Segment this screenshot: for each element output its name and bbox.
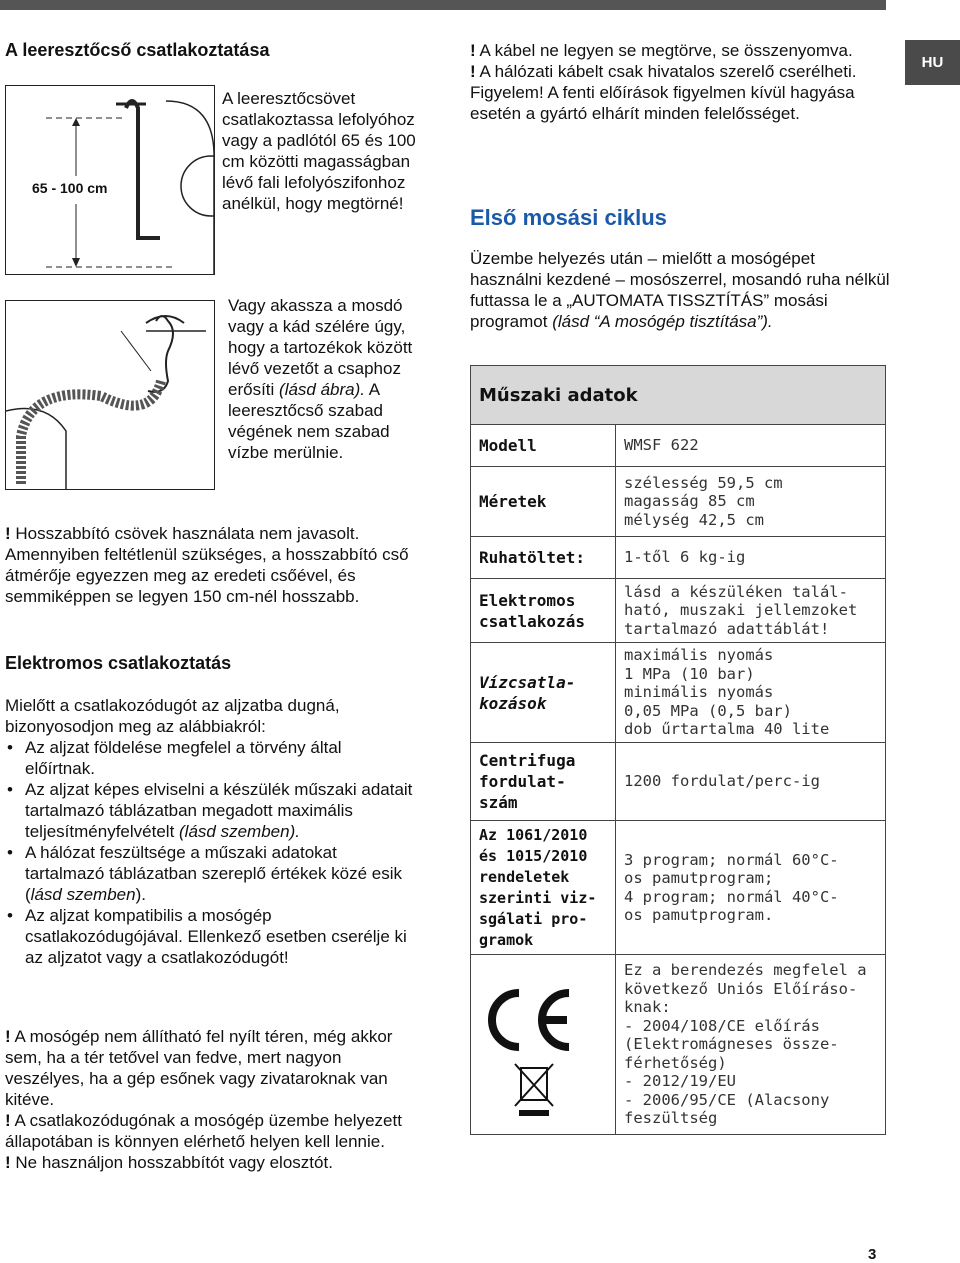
list-item: • Az aljzat földelése megfelel a törvény által előírtnak. [5, 737, 415, 779]
warning-mark: ! [5, 1111, 11, 1130]
warning-mark: ! [5, 1027, 11, 1046]
list-item [5, 842, 415, 905]
spec-value: maximális nyomás 1 MPa (10 bar) minimális nyomás 0,05 MPa (0,5 bar) dob űrtartalma 40 lite [616, 643, 886, 743]
drain-para-2-b: A leeresztőcső szabad végének nem szabad vízbe merülnie. [228, 380, 390, 462]
warning-text: A kábel ne legyen se megtörve, se összenyomva. [475, 41, 853, 60]
section-title-first-wash: Első mosási ciklus [470, 205, 667, 230]
list-ref: lásd szemben [30, 885, 136, 904]
drain-para-2 [228, 295, 428, 463]
drain-para-2-a: Vagy akassza a mosdó vagy a kád szélére úgy, hogy a tartozékok között lévő vezetőt a csaphoz erősíti [228, 296, 413, 399]
spec-label: Centrifuga fordulat- szám [471, 743, 616, 821]
spec-value: lásd a készüléken talál- ható, muszaki jellemzoket tartalmazó adattáblát! [616, 579, 886, 643]
spec-label: Elektromos csatlakozás [471, 579, 616, 643]
warning-mark: ! [5, 524, 11, 543]
spec-value: 1200 fordulat/perc-ig [616, 743, 886, 821]
cable-warnings [470, 40, 890, 124]
warning-mark: ! [470, 62, 476, 81]
safety-warnings [5, 1026, 415, 1173]
spec-value: Ez a berendezés megfelel a következő Uniós Előíráso- knak: - 2004/108/CE előírás (Elektromágneses össze- férhetőség) - 2012/19/EU - 2006/95/CE (Alacsony feszültség [616, 955, 886, 1135]
list-text: A hálózat feszültsége a műszaki adatokat tartalmazó táblázatban szereplő értékek közé esik ( [25, 843, 403, 904]
liability-note: Figyelem! A fenti előírások figyelmen kívül hagyása esetén a gyártó elhárít minden felelősséget. [470, 83, 855, 123]
language-tab: HU [905, 40, 960, 85]
table-row [471, 425, 886, 467]
electrical-list [5, 695, 415, 968]
figure-drain-sink [5, 300, 215, 490]
list-item: • Az aljzat kompatibilis a mosógép csatlakozódugójával. Ellenkező esetben cserélje ki az aljzatot vagy a csatlakozódugót! [5, 905, 415, 968]
electrical-intro: Mielőtt a csatlakozódugót az aljzatba dugná, bizonyosodjon meg az alábbiakról: [5, 696, 340, 736]
warning-mark: ! [5, 1153, 11, 1172]
table-row [471, 743, 886, 821]
first-wash-body: Üzembe helyezés után – mielőtt a mosógépet használni kezdené – mosószerrel, mosandó ruha nélkül futtassa le a „AUTOMATA TISSZTÍTÁS” mosási programot [470, 249, 890, 331]
table-row [471, 579, 886, 643]
spec-label: Méretek [471, 467, 616, 537]
table-row [471, 955, 886, 1135]
marks-cell [471, 955, 616, 1135]
warning-plug [5, 1110, 415, 1152]
warning-mark: ! [470, 41, 476, 60]
spec-label: Ruhatöltet: [471, 537, 616, 579]
list-text: ). [135, 885, 146, 904]
table-row [471, 467, 886, 537]
warning-text: A hálózati kábelt csak hivatalos szerelő cserélheti. [475, 62, 857, 81]
spec-label: Modell [471, 425, 616, 467]
extension-warning [5, 523, 415, 607]
spec-value: szélesség 59,5 cm magasság 85 cm mélység 42,5 cm [616, 467, 886, 537]
spec-value: 1-től 6 kg-ig [616, 537, 886, 579]
first-wash-ref: (lásd “A mosógép tisztítása”). [552, 312, 773, 331]
section-title-electrical: Elektromos csatlakoztatás [5, 653, 232, 673]
figure-drain-wall [5, 85, 215, 275]
warning-cable-1 [470, 40, 890, 61]
table-row [471, 821, 886, 955]
first-wash-text [470, 248, 890, 332]
top-rule [0, 0, 886, 10]
table-row [471, 537, 886, 579]
warning-outdoor [5, 1026, 415, 1110]
drain-para-1: A leeresztőcsövet csatlakoztassa lefolyóhoz vagy a padlótól 65 és 100 cm közötti magasságban lévő fali lefolyószifonhoz anélkül, hogy megtörné! [222, 89, 416, 213]
warning-text: A mosógép nem állítható fel nyílt téren, még akkor sem, ha a tér tetővel van fedve, mert nagyon veszélyes, ha a gép esőnek vagy zivataroknak van kitéve. [5, 1027, 393, 1109]
warning-cable-2 [470, 61, 890, 82]
table-row [471, 643, 886, 743]
extension-text: Hosszabbító csövek használata nem javasolt. Amennyiben feltétlenül szükséges, a hosszabbító cső átmérője egyezzen meg az eredeti csőével, és semmiképpen se legyen 150 cm-nél hosszabb. [5, 524, 409, 606]
ce-weee-icon [479, 978, 589, 1128]
drain-para-2-ref: (lásd ábra). [279, 380, 366, 399]
warning-text: A csatlakozódugónak a mosógép üzembe helyezett állapotában is könnyen elérhető helyen kell lennie. [5, 1111, 402, 1151]
section-title-drain: A leeresztőcső csatlakoztatása [5, 40, 270, 60]
spec-label: Az 1061/2010 és 1015/2010 rendeletek szerinti viz- sgálati pro- gramok [471, 821, 616, 955]
warning-extension [5, 1152, 415, 1173]
list-ref: (lásd szemben). [179, 822, 300, 841]
warning-text: Ne használjon hosszabbítót vagy elosztót. [10, 1153, 333, 1172]
page-number: 3 [868, 1246, 877, 1263]
spec-label: Vízcsatla- kozások [471, 643, 616, 743]
list-item [5, 779, 415, 842]
list-text: Az aljzat képes elviselni a készülék műszaki adatait tartalmazó táblázatban megadott maximális teljesítményfelvételt [25, 780, 413, 841]
spec-table [470, 365, 886, 1135]
height-label: 65 - 100 cm [32, 180, 108, 196]
spec-table-title: Műszaki adatok [471, 366, 886, 425]
spec-value: WMSF 622 [616, 425, 886, 467]
spec-value: 3 program; normál 60°C- os pamutprogram; 4 program; normál 40°C- os pamutprogram. [616, 821, 886, 955]
